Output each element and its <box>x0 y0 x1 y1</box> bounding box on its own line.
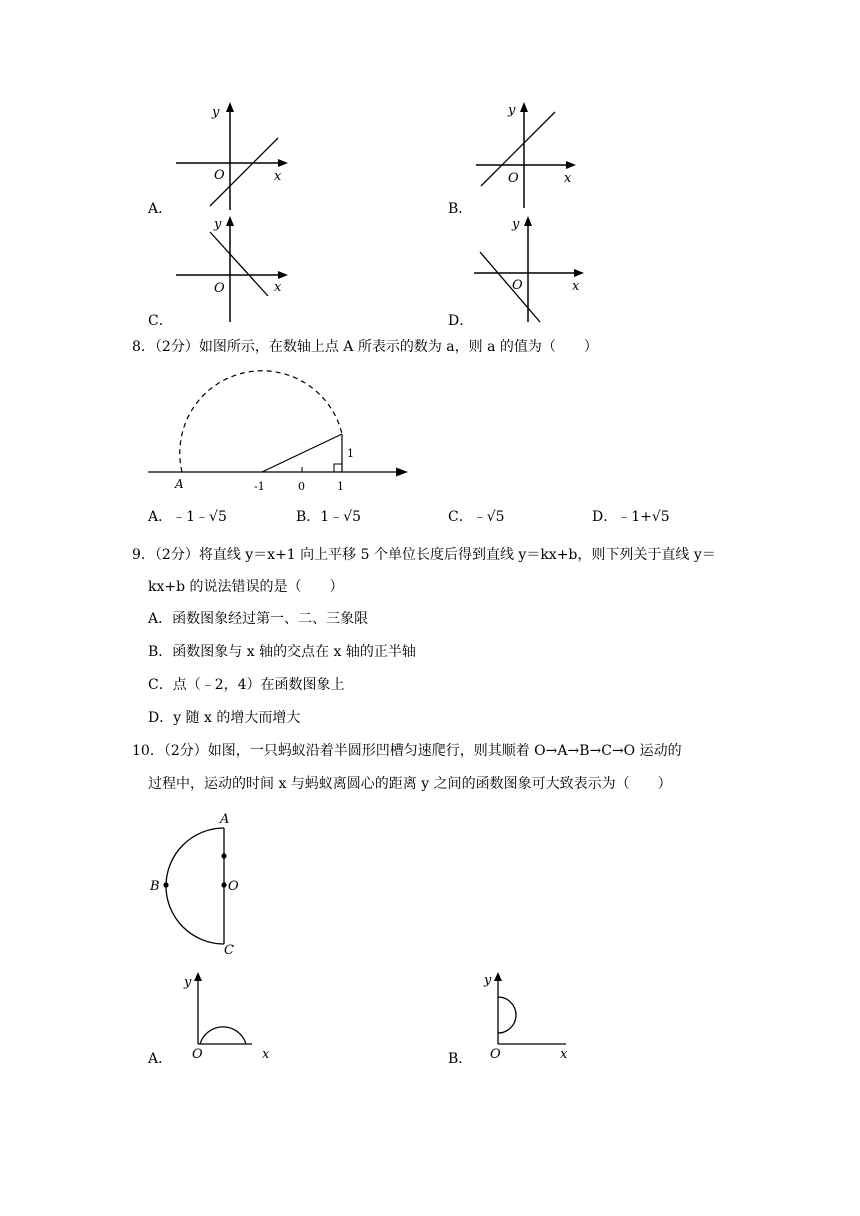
x-axis-label: x <box>572 279 580 294</box>
q10-option-a <box>148 964 288 1068</box>
q10-graph-b <box>448 964 588 1064</box>
origin-label: O <box>512 278 523 293</box>
y-axis-label: y <box>484 973 492 988</box>
point-a-label: A <box>175 477 184 491</box>
option-label-c[interactable]: C． <box>148 313 173 329</box>
y-axis-label: y <box>512 217 520 232</box>
y-axis-label: y <box>212 105 220 120</box>
origin-label: O <box>508 171 519 186</box>
x-axis-label: x <box>262 1047 270 1062</box>
q10-graph-a <box>148 964 288 1064</box>
y-axis-label: y <box>214 217 222 232</box>
origin-label: O <box>214 168 225 183</box>
q9-stem-line1: 9．（2分）将直线 y＝x+1 向上平移 5 个单位长度后得到直线 y＝kx+b，则下列关于直线 y＝ <box>132 547 716 563</box>
origin-label: O <box>192 1047 203 1062</box>
label-b: B <box>150 879 160 894</box>
origin-label: O <box>490 1047 501 1062</box>
x-axis-label: x <box>274 169 282 184</box>
q7-option-b <box>448 98 598 222</box>
q8-option-b[interactable]: B．1﹣√5 <box>296 509 362 525</box>
x-axis-label: x <box>560 1047 568 1062</box>
y-axis-label: y <box>184 975 192 990</box>
q9-option-b[interactable]: B．函数图象与 x 轴的交点在 x 轴的正半轴 <box>148 644 416 660</box>
q10-semicircle-figure <box>140 808 260 960</box>
tick-minus-one: -1 <box>254 480 265 493</box>
option-label-b[interactable]: B． <box>448 201 473 217</box>
q7-option-c <box>148 212 298 336</box>
q9-option-a[interactable]: A．函数图象经过第一、二、三象限 <box>148 611 369 627</box>
option-label-a[interactable]: A． <box>148 1051 173 1067</box>
q7-option-d <box>448 212 598 336</box>
label-o: O <box>228 879 239 894</box>
q10-stem-line2: 过程中，运动的时间 x 与蚂蚁离圆心的距离 y 之间的函数图象可大致表示为（ ） <box>148 776 672 792</box>
option-label-b[interactable]: B． <box>448 1051 473 1067</box>
q9-option-d[interactable]: D．y 随 x 的增大而增大 <box>148 710 301 726</box>
option-label-d[interactable]: D． <box>448 313 474 329</box>
label-a: A <box>220 812 230 827</box>
origin-label: O <box>214 281 225 296</box>
q10-stem-line1: 10．（2分）如图，一只蚂蚁沿着半圆形凹槽匀速爬行，则其顺着 O→A→B→C→O 运动的 <box>132 743 682 759</box>
height-label: 1 <box>347 447 354 460</box>
q9-option-c[interactable]: C．点（﹣2，4）在函数图象上 <box>148 677 345 693</box>
q8-option-a[interactable]: A．﹣1﹣√5 <box>148 509 227 525</box>
q9-stem-line2: kx+b 的说法错误的是（ ） <box>148 579 344 595</box>
q8-stem: 8．（2分）如图所示，在数轴上点 A 所表示的数为 a，则 a 的值为（ ） <box>132 339 598 355</box>
q10-option-b <box>448 964 588 1068</box>
q8-option-c[interactable]: C．﹣√5 <box>448 509 505 525</box>
x-axis-label: x <box>564 171 572 186</box>
tick-zero: 0 <box>298 480 305 493</box>
q8-figure <box>140 364 420 498</box>
label-c: C <box>224 943 234 956</box>
option-label-a[interactable]: A． <box>148 201 173 217</box>
x-axis-label: x <box>274 280 282 295</box>
q7-option-a <box>148 98 298 222</box>
tick-one: 1 <box>337 480 344 493</box>
q8-option-d[interactable]: D．﹣1+√5 <box>592 509 670 525</box>
y-axis-label: y <box>508 103 516 118</box>
